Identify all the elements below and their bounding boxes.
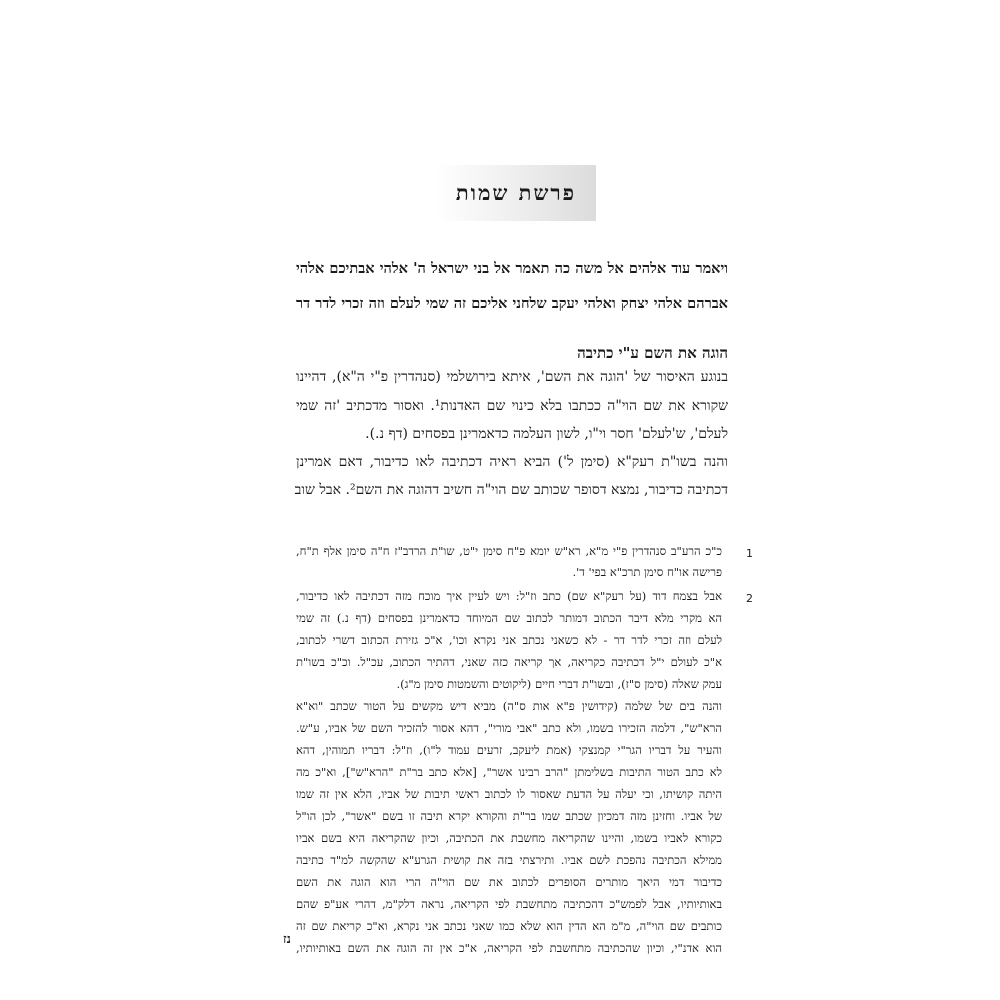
- footnote-2-line-14: כדיבור דמי היאך מותרים הסופרים לכתוב את שם הוי"ה הרי הוא הוגה את השם: [296, 875, 722, 889]
- body-line-2: שקורא את שם הוי"ה ככתבו בלא כינוי שם האדנות¹. ואסור מדכתיב 'זה שמי: [296, 398, 728, 414]
- footnote-2-line-9: לא כתב הטור התיבות בשלימתן "הרב רבינו אשר", [אלא כתב בר"ת "הרא"ש"], וא"כ מה: [296, 765, 722, 779]
- footnote-2-line-3: לעלם וזה זכרי לדר דר - לא כשאני נכתב אני נקרא וכו', א"כ גזירת הכתוב דשרי לכתוב,: [296, 633, 722, 647]
- footnote-2-line-8: והעיר על דבריו הגר"י קמנצקי (אמת ליעקב, זרעים עמוד ל"ו), וז"ל: דבריו תמוהין, דהא: [296, 743, 722, 757]
- footnote-2-line-1: אבל בצמח דוד (על רעק"א שם) כתב וז"ל: ויש לעיין איך מוכח מזה דכתיבה לאו כדיבור,: [296, 589, 722, 603]
- body-line-4: והנה בשו"ת רעק"א (סימן ל') הביא ראיה דכתיבה לאו כדיבור, דאם אמרינן: [296, 454, 728, 470]
- footnote-2-line-4: א"כ לעולם י"ל דכתיבה כקריאה, אך קריאה כזה שאני, דהתיר הכתוב, עכ"ל. וכ"כ בשו"ת: [296, 655, 722, 669]
- footnote-2-line-12: כקורא לאביו בשמו, והיינו שהקריאה מחשבת את הכתיבה, וכיון שהקריאה היא בשם אביו: [296, 831, 722, 845]
- chapter-title-box: [436, 165, 596, 221]
- page-number: נז: [283, 932, 291, 947]
- verse-line-1: ויאמר עוד אלהים אל משה כה תאמר אל בני ישראל ה' אלהי אבתיכם אלהי: [296, 260, 728, 277]
- footnote-1-line-2: פרישה או"ח סימן תרכ"א בפי' ד'.: [572, 565, 722, 579]
- footnote-2-line-6: והנה בים של שלמה (קידושין פ"א אות ס"ה) מביא דיש מקשים על הטור שכתב "וא"א: [296, 699, 722, 713]
- footnote-2-line-10: היתה קושיתו, וכי יעלה על הדעת שאסור לו לכתוב ראשי תיבות של אביו, הלא אין זה שמו: [296, 787, 722, 801]
- footnote-2-line-17: הוא אדנ"י, וכיון שהכתיבה מתחשבת לפי הקריאה, א"כ אין זה הוגה את השם באותיותיו,: [296, 941, 722, 955]
- footnote-2-line-15: באותיותיו, אבל לפמש"כ דהכתיבה מתחשבת לפי הקריאה, נראה דלק"מ, דהרי אע"פ שהם: [296, 897, 722, 911]
- body-line-3: לעלם', ש'לעלם' חסר וי"ו, לשון העלמה כדאמרינן בפסחים (דף נ.).: [365, 426, 728, 442]
- footnote-1-line-1: כ"כ הרע"ב סנהדרין פ"י מ"א, רא"ש יומא פ"ח סימן י"ט, שו"ת הרדב"ז ח"ה סימן אלף ת"ח,: [296, 544, 722, 558]
- footnote-2-line-7: הרא"ש", דלמה הזכירו בשמו, ולא כתב "אבי מורי", דהא אסור להזכיר השם של אביו, ע"ש.: [296, 721, 722, 735]
- footnote-2-line-16: כותבים שם הוי"ה, מ"מ הא הדין הוא שלא כמו שאני נכתב אני נקרא, וא"כ קריאת שם זה: [296, 919, 722, 933]
- verse-line-2: אברהם אלהי יצחק ואלהי יעקב שלחני אליכם זה שמי לעלם וזה זכרי לדר דר: [296, 295, 728, 312]
- footnote-number-1: 1: [746, 547, 753, 560]
- body-line-1: בנוגע האיסור של 'הוגה את השם', איתא בירושלמי (סנהדרין פ"י ה"א), דהיינו: [296, 369, 728, 385]
- footnote-2-line-2: הא מקרי מלא דיבר הכתוב דמותר לכתוב שם המיוחד כדאמרינן בפסחים (דף נ.) זה שמי: [296, 611, 722, 625]
- footnote-2-line-11: של אביו. וחזינן מזה דמכיון שכתב שמו בר"ת והקורא יקרא תיבה זו בשם "אשר", לכן הו"ל: [296, 809, 722, 823]
- footnote-2-line-5: עמק שאלה (סימן ס"ז), ובשו"ת דברי חיים (ליקוטים והשמטות סימן מ"ג).: [396, 677, 722, 691]
- footnote-2-line-13: ממילא הכתיבה נהפכת לשם אביו. ותירצתי בזה את קושית הגרע"א שהקשה למ"ד כתיבה: [296, 853, 722, 867]
- chapter-title: פרשת שמות: [455, 180, 577, 205]
- section-heading: הוגה את השם ע"י כתיבה: [577, 344, 728, 362]
- body-line-5: דכתיבה כדיבור, נמצא דסופר שכותב שם הוי"ה חשיב דהוגה את השם². אבל שוב: [294, 482, 728, 498]
- footnote-number-2: 2: [746, 592, 753, 605]
